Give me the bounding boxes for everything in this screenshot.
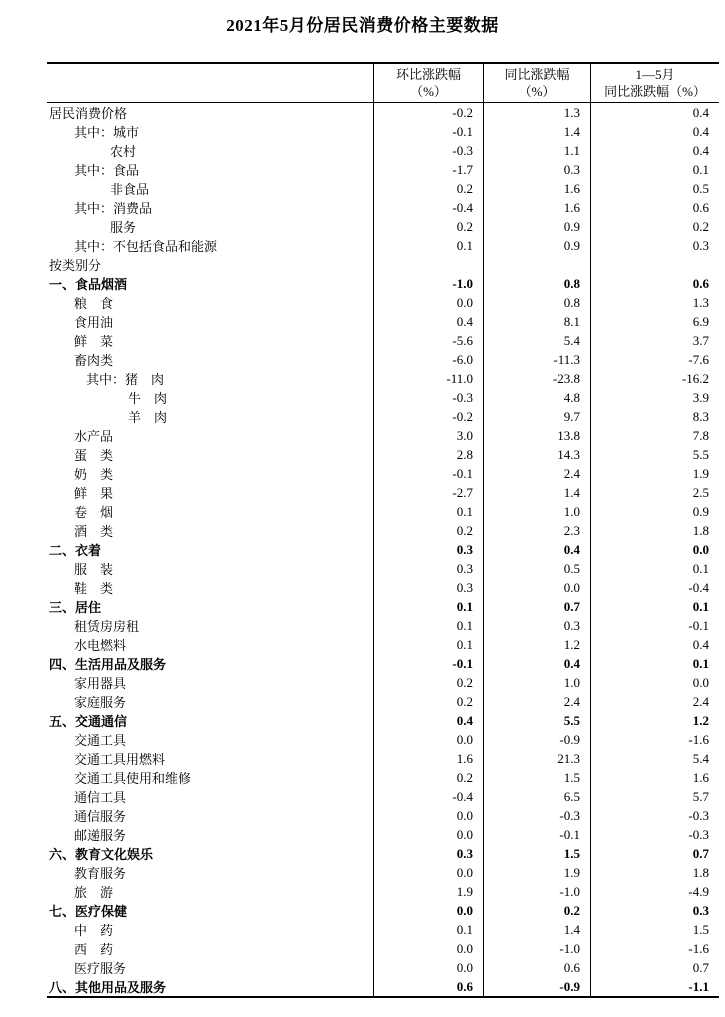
ytd-value: 6.9 [590,312,719,331]
table-row [47,141,719,160]
row-label-cell [47,483,373,502]
table-row [47,768,719,787]
mom-value: -11.0 [373,369,483,388]
column-header-yoy-line1: 同比涨跌幅 [504,67,570,82]
mom-value: -0.4 [373,787,483,806]
row-label-cell [47,654,373,673]
row-label: 八、其他用品及服务 [49,980,167,995]
table-row [47,559,719,578]
table-row [47,806,719,825]
row-label-cell [47,236,373,255]
row-label-cell [47,958,373,977]
table-row [47,217,719,236]
ytd-value: 1.3 [590,293,719,312]
mom-value: 0.2 [373,217,483,236]
row-label-cell [47,388,373,407]
mom-value: 1.9 [373,882,483,901]
mom-value: 0.1 [373,597,483,616]
row-label: 三、居住 [49,600,102,615]
yoy-value: 1.5 [483,768,590,787]
mom-value: 0.2 [373,179,483,198]
row-label: 按类别分 [49,258,102,273]
table-row [47,578,719,597]
mom-value: 0.3 [373,844,483,863]
row-label-cell [47,274,373,293]
mom-value: 0.1 [373,236,483,255]
ytd-value: -7.6 [590,350,719,369]
row-label: 六、教育文化娱乐 [49,847,154,862]
table-row [47,426,719,445]
row-label-cell [47,901,373,920]
column-header-mom-line1: 环比涨跌幅 [395,67,461,82]
yoy-value [483,255,590,274]
ytd-value: 0.3 [590,236,719,255]
row-label: 二、衣着 [49,543,102,558]
row-label: 其中：猪 肉 [86,372,165,387]
row-label: 农村 [110,144,137,159]
row-label-cell [47,255,373,274]
mom-value: -0.2 [373,103,483,122]
row-label: 西 药 [74,942,114,957]
table-row [47,730,719,749]
ytd-value: 0.0 [590,540,719,559]
mom-value: 0.1 [373,616,483,635]
table-row [47,445,719,464]
row-label-cell [47,692,373,711]
mom-value: 0.0 [373,293,483,312]
row-label-cell [47,350,373,369]
row-label: 牛 肉 [128,391,168,406]
row-label: 一、食品烟酒 [49,277,128,292]
table-row [47,350,719,369]
yoy-value: -11.3 [483,350,590,369]
yoy-value: -1.0 [483,882,590,901]
row-label-cell [47,198,373,217]
table-row [47,673,719,692]
row-label: 粮 食 [74,296,114,311]
table-row [47,388,719,407]
ytd-value: 0.2 [590,217,719,236]
yoy-value: 1.0 [483,673,590,692]
table-row [47,502,719,521]
mom-value: -0.1 [373,464,483,483]
table-row [47,103,719,122]
table-row [47,749,719,768]
mom-value: 0.0 [373,806,483,825]
row-label: 服务 [110,220,137,235]
table-row [47,179,719,198]
row-label: 奶 类 [74,467,114,482]
yoy-value: 0.4 [483,540,590,559]
row-label-cell [47,160,373,179]
mom-value: -1.0 [373,274,483,293]
table-row [47,331,719,350]
yoy-value: -0.3 [483,806,590,825]
row-label: 租赁房房租 [74,619,140,634]
row-label-cell [47,312,373,331]
yoy-value: 0.2 [483,901,590,920]
ytd-value: 0.4 [590,122,719,141]
mom-value: 2.8 [373,445,483,464]
ytd-value: 0.1 [590,597,719,616]
mom-value: -0.2 [373,407,483,426]
mom-value: 0.1 [373,635,483,654]
ytd-value: 0.1 [590,160,719,179]
ytd-value: -1.1 [590,977,719,996]
yoy-value: 5.4 [483,331,590,350]
yoy-value: 1.6 [483,198,590,217]
row-label: 通信服务 [74,809,127,824]
mom-value: 0.1 [373,502,483,521]
ytd-value: 3.9 [590,388,719,407]
ytd-value: 1.8 [590,521,719,540]
row-label-cell [47,578,373,597]
yoy-value: 0.7 [483,597,590,616]
row-label: 鲜 果 [74,486,114,501]
yoy-value: 0.9 [483,236,590,255]
yoy-value: 1.3 [483,103,590,122]
mom-value: 0.2 [373,768,483,787]
row-label: 邮递服务 [74,828,127,843]
yoy-value: 1.4 [483,122,590,141]
row-label: 五、交通通信 [49,714,128,729]
row-label: 其中：消费品 [74,201,153,216]
row-label-cell [47,293,373,312]
table-row [47,255,719,274]
mom-value: -0.1 [373,654,483,673]
row-label-cell [47,331,373,350]
row-label-cell [47,179,373,198]
row-label-cell [47,787,373,806]
ytd-value: 1.8 [590,863,719,882]
row-label: 卷 烟 [74,505,114,520]
table-row [47,483,719,502]
table-header-row [47,62,719,103]
row-label-cell [47,844,373,863]
yoy-value: 1.1 [483,141,590,160]
ytd-value: -0.1 [590,616,719,635]
ytd-value: 0.4 [590,635,719,654]
table-row [47,654,719,673]
ytd-value: -1.6 [590,939,719,958]
mom-value: -5.6 [373,331,483,350]
row-label: 水产品 [74,429,114,444]
table-row [47,882,719,901]
row-label-cell [47,502,373,521]
row-label-cell [47,882,373,901]
row-label: 通信工具 [74,790,127,805]
row-label-cell [47,540,373,559]
yoy-value: 0.8 [483,274,590,293]
ytd-value: 0.0 [590,673,719,692]
column-header-label [47,64,373,102]
mom-value: 0.0 [373,863,483,882]
ytd-value: 1.2 [590,711,719,730]
yoy-value: 2.3 [483,521,590,540]
mom-value: -0.3 [373,388,483,407]
ytd-value: 5.7 [590,787,719,806]
ytd-value: 0.1 [590,654,719,673]
row-label-cell [47,711,373,730]
row-label: 交通工具 [74,733,127,748]
row-label: 酒 类 [74,524,114,539]
ytd-value: -4.9 [590,882,719,901]
ytd-value: 0.1 [590,559,719,578]
yoy-value: 0.0 [483,578,590,597]
mom-value: 0.0 [373,825,483,844]
column-header-yoy-line2: （%） [518,84,556,99]
row-label: 交通工具用燃料 [74,752,166,767]
row-label-cell [47,559,373,578]
row-label-cell [47,939,373,958]
mom-value: -1.7 [373,160,483,179]
row-label-cell [47,141,373,160]
column-header-mom-line2: （%） [410,84,447,99]
ytd-value: 0.4 [590,141,719,160]
ytd-value: 1.5 [590,920,719,939]
row-label-cell [47,103,373,122]
table-row [47,635,719,654]
column-header-ytd-line2: 同比涨跌幅（%） [604,84,706,99]
mom-value: 0.0 [373,730,483,749]
ytd-value: 2.5 [590,483,719,502]
table-row [47,977,719,996]
row-label: 水电燃料 [74,638,127,653]
row-label-cell [47,673,373,692]
row-label-cell [47,407,373,426]
row-label: 七、医疗保健 [49,904,128,919]
row-label: 羊 肉 [128,410,168,425]
row-label: 畜肉类 [74,353,114,368]
ytd-value: 1.6 [590,768,719,787]
ytd-value: 0.7 [590,958,719,977]
column-header-mom [373,64,483,102]
table-row [47,958,719,977]
row-label: 四、生活用品及服务 [49,657,167,672]
page-title: 2021年5月份居民消费价格主要数据 [226,16,499,35]
yoy-value: 13.8 [483,426,590,445]
yoy-value: 9.7 [483,407,590,426]
table-row [47,920,719,939]
ytd-value: -1.6 [590,730,719,749]
yoy-value: 8.1 [483,312,590,331]
mom-value: -6.0 [373,350,483,369]
row-label-cell [47,920,373,939]
mom-value: 0.0 [373,901,483,920]
yoy-value: 1.6 [483,179,590,198]
yoy-value: 1.9 [483,863,590,882]
yoy-value: -23.8 [483,369,590,388]
row-label-cell [47,521,373,540]
table-row [47,863,719,882]
mom-value: 0.2 [373,521,483,540]
yoy-value: 1.4 [483,483,590,502]
table-row [47,597,719,616]
row-label: 其中：不包括食品和能源 [74,239,218,254]
mom-value: -0.3 [373,141,483,160]
yoy-value: 0.8 [483,293,590,312]
mom-value: 0.0 [373,958,483,977]
column-header-yoy [483,64,590,102]
cpi-table [47,62,719,998]
row-label: 食用油 [74,315,114,330]
yoy-value: -0.9 [483,977,590,996]
table-row [47,160,719,179]
mom-value: 0.1 [373,920,483,939]
row-label-cell [47,122,373,141]
yoy-value: 0.3 [483,616,590,635]
yoy-value: 5.5 [483,711,590,730]
row-label: 教育服务 [74,866,127,881]
mom-value: 0.2 [373,673,483,692]
row-label: 医疗服务 [74,961,127,976]
ytd-value: 0.7 [590,844,719,863]
ytd-value: -16.2 [590,369,719,388]
yoy-value: 1.5 [483,844,590,863]
row-label-cell [47,635,373,654]
row-label-cell [47,426,373,445]
table-row [47,236,719,255]
column-header-ytd [590,64,719,102]
table-row [47,616,719,635]
row-label-cell [47,217,373,236]
column-header-ytd-line1: 1—5月 [635,67,675,82]
yoy-value: -0.9 [483,730,590,749]
table-row [47,521,719,540]
mom-value: -0.4 [373,198,483,217]
table-body [47,103,719,998]
row-label: 非食品 [110,182,150,197]
yoy-value: 2.4 [483,692,590,711]
ytd-value: 3.7 [590,331,719,350]
yoy-value: 6.5 [483,787,590,806]
mom-value: 1.6 [373,749,483,768]
yoy-value: 1.2 [483,635,590,654]
mom-value: 0.2 [373,692,483,711]
table-row [47,293,719,312]
row-label: 其中：城市 [74,125,140,140]
table-row [47,939,719,958]
row-label: 其中：食品 [74,163,140,178]
row-label: 鲜 菜 [74,334,114,349]
table-row [47,711,719,730]
ytd-value [590,255,719,274]
table-row [47,274,719,293]
yoy-value: 21.3 [483,749,590,768]
row-label-cell [47,863,373,882]
ytd-value: 5.5 [590,445,719,464]
row-label: 服 装 [74,562,114,577]
row-label-cell [47,806,373,825]
mom-value [373,255,483,274]
table-row [47,464,719,483]
table-row [47,692,719,711]
ytd-value: -0.4 [590,578,719,597]
yoy-value: 1.0 [483,502,590,521]
yoy-value: 0.3 [483,160,590,179]
table-row [47,312,719,331]
table-row [47,825,719,844]
row-label-cell [47,616,373,635]
row-label: 中 药 [74,923,114,938]
table-row [47,540,719,559]
yoy-value: 0.6 [483,958,590,977]
row-label-cell [47,730,373,749]
table-row [47,901,719,920]
yoy-value: 14.3 [483,445,590,464]
table-row [47,844,719,863]
row-label-cell [47,369,373,388]
mom-value: 0.3 [373,540,483,559]
ytd-value: 0.6 [590,274,719,293]
ytd-value: 0.9 [590,502,719,521]
row-label-cell [47,977,373,996]
ytd-value: -0.3 [590,806,719,825]
mom-value: 0.3 [373,559,483,578]
table-row [47,369,719,388]
yoy-value: 0.5 [483,559,590,578]
yoy-value: 0.9 [483,217,590,236]
yoy-value: 4.8 [483,388,590,407]
row-label-cell [47,445,373,464]
row-label-cell [47,749,373,768]
mom-value: -2.7 [373,483,483,502]
ytd-value: -0.3 [590,825,719,844]
row-label: 家用器具 [74,676,127,691]
ytd-value: 0.3 [590,901,719,920]
ytd-value: 8.3 [590,407,719,426]
row-label: 蛋 类 [74,448,114,463]
table-row [47,787,719,806]
mom-value: 0.0 [373,939,483,958]
ytd-value: 0.6 [590,198,719,217]
row-label-cell [47,768,373,787]
ytd-value: 1.9 [590,464,719,483]
mom-value: 0.6 [373,977,483,996]
ytd-value: 0.5 [590,179,719,198]
yoy-value: -1.0 [483,939,590,958]
ytd-value: 0.4 [590,103,719,122]
ytd-value: 2.4 [590,692,719,711]
row-label: 居民消费价格 [49,106,128,121]
mom-value: 0.4 [373,711,483,730]
row-label: 旅 游 [74,885,114,900]
mom-value: -0.1 [373,122,483,141]
yoy-value: -0.1 [483,825,590,844]
table-row [47,198,719,217]
row-label-cell [47,825,373,844]
row-label: 交通工具使用和维修 [74,771,192,786]
row-label-cell [47,597,373,616]
mom-value: 3.0 [373,426,483,445]
table-row [47,122,719,141]
yoy-value: 1.4 [483,920,590,939]
yoy-value: 0.4 [483,654,590,673]
row-label: 鞋 类 [74,581,114,596]
yoy-value: 2.4 [483,464,590,483]
mom-value: 0.4 [373,312,483,331]
ytd-value: 5.4 [590,749,719,768]
row-label-cell [47,464,373,483]
table-row [47,407,719,426]
mom-value: 0.3 [373,578,483,597]
ytd-value: 7.8 [590,426,719,445]
row-label: 家庭服务 [74,695,127,710]
